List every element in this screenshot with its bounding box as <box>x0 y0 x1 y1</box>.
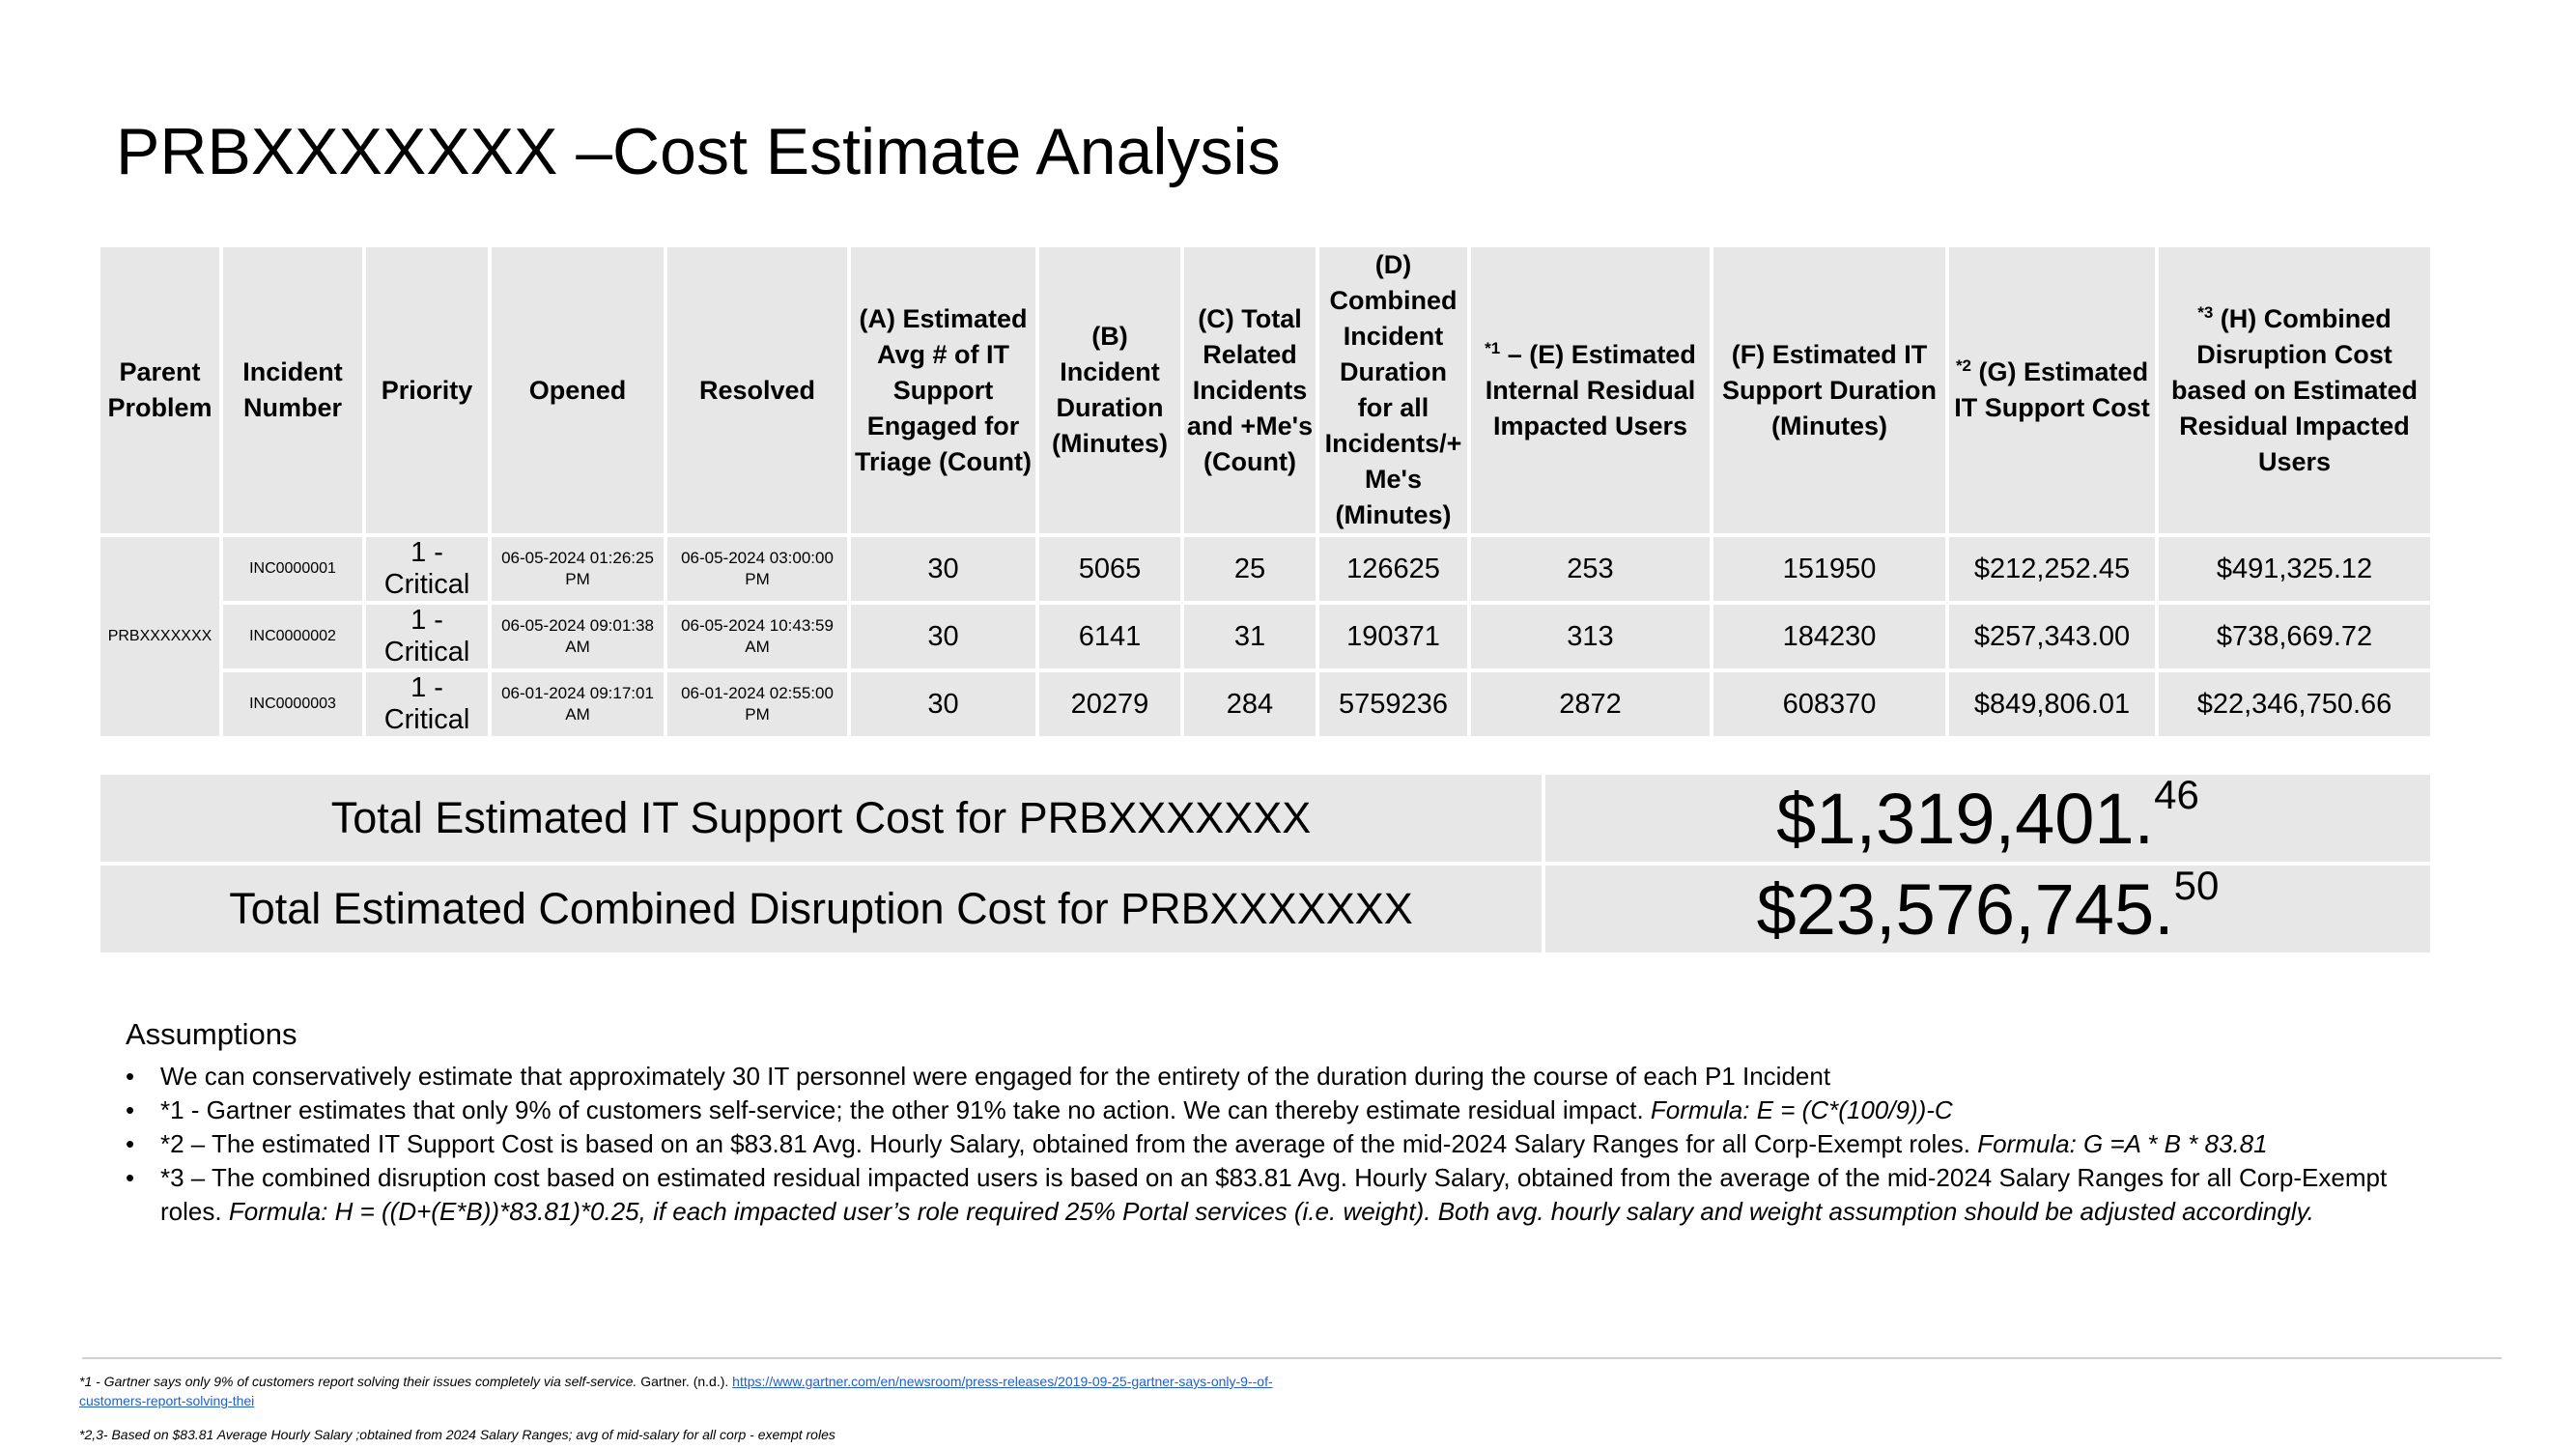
c-cell: 284 <box>1182 670 1317 738</box>
priority-cell: 1 - Critical <box>364 603 490 670</box>
c-cell: 31 <box>1182 603 1317 670</box>
header-g-footnote-ref: *2 <box>1955 356 1972 375</box>
g-cell: $212,252.45 <box>1947 535 2157 603</box>
f-cell: 151950 <box>1712 535 1947 603</box>
header-h <box>2157 245 2432 535</box>
parent-problem-cell: PRBXXXXXXX <box>99 535 221 738</box>
f-cell: 184230 <box>1712 603 1947 670</box>
list-item <box>126 1127 2405 1161</box>
footnote-1-source: Gartner. (n.d.). <box>637 1374 733 1389</box>
header-f: (F) Estimated IT Support Duration (Minutes) <box>1712 245 1947 535</box>
e-cell: 2872 <box>1469 670 1712 738</box>
total-disruption-row <box>99 864 2432 954</box>
h-cell: $491,325.12 <box>2157 535 2432 603</box>
total-disruption-value <box>1543 864 2432 954</box>
total-it-support-row <box>99 773 2432 864</box>
table-row <box>99 535 2432 603</box>
bullet-icon: • <box>126 1129 135 1158</box>
assumption-text: *2 – The estimated IT Support Cost is based on an $83.81 Avg. Hourly Salary, obtained from the average of the mid-2024 Salary Ranges for all Corp-Exempt roles. <box>160 1129 1978 1158</box>
h-cell: $738,669.72 <box>2157 603 2432 670</box>
header-b: (B) Incident Duration (Minutes) <box>1037 245 1182 535</box>
footnote-1 <box>79 1372 1287 1410</box>
list-item <box>126 1161 2405 1229</box>
incident-number-cell: INC0000003 <box>221 670 364 738</box>
assumption-text: We can conservatively estimate that approximately 30 IT personnel were engaged for the entirety of the duration during the course of each P1 Incident <box>160 1062 1831 1091</box>
bullet-icon: • <box>126 1095 135 1124</box>
header-parent-problem: Parent Problem <box>99 245 221 535</box>
incident-number-cell: INC0000002 <box>221 603 364 670</box>
footnote-2: *2,3- Based on $83.81 Average Hourly Salary ;obtained from 2024 Salary Ranges; avg of mid-salary for all corp - exempt roles <box>79 1427 835 1442</box>
header-g <box>1947 245 2157 535</box>
a-cell: 30 <box>849 670 1037 738</box>
table-header-row <box>99 245 2432 535</box>
incident-number-cell: INC0000001 <box>221 535 364 603</box>
g-cell: $257,343.00 <box>1947 603 2157 670</box>
total-disruption-dollars: $23,576,745. <box>1756 868 2174 950</box>
total-it-support-cents: 46 <box>2154 771 2199 817</box>
total-disruption-cents: 50 <box>2173 862 2220 908</box>
table-row <box>99 670 2432 738</box>
header-e-label: – (E) Estimated Internal Residual Impacted Users <box>1485 339 1696 440</box>
b-cell: 5065 <box>1037 535 1182 603</box>
assumption-formula: Formula: G =A * B * 83.81 <box>1977 1129 2268 1158</box>
footnote-divider <box>82 1357 2502 1359</box>
total-it-support-dollars: $1,319,401. <box>1776 778 2155 859</box>
header-priority: Priority <box>364 245 490 535</box>
opened-cell: 06-05-2024 01:26:25 PM <box>490 535 665 603</box>
header-a: (A) Estimated Avg # of IT Support Engaged for Triage (Count) <box>849 245 1037 535</box>
g-cell: $849,806.01 <box>1947 670 2157 738</box>
assumptions-heading: Assumptions <box>126 1017 297 1051</box>
header-incident-number: Incident Number <box>221 245 364 535</box>
d-cell: 5759236 <box>1317 670 1469 738</box>
e-cell: 313 <box>1469 603 1712 670</box>
f-cell: 608370 <box>1712 670 1947 738</box>
assumption-formula: Formula: H = ((D+(E*B))*83.81)*0.25, if each impacted user’s role required 25% Portal services (i.e. weight). Both avg. hourly salary and weight assumption should be adjusted accordingly. <box>228 1197 2314 1226</box>
priority-cell: 1 - Critical <box>364 670 490 738</box>
total-it-support-label: Total Estimated IT Support Cost for PRBXXXXXXX <box>99 773 1543 864</box>
a-cell: 30 <box>849 535 1037 603</box>
header-g-label: (G) Estimated IT Support Cost <box>1954 357 2150 422</box>
resolved-cell: 06-01-2024 02:55:00 PM <box>665 670 849 738</box>
e-cell: 253 <box>1469 535 1712 603</box>
header-opened: Opened <box>490 245 665 535</box>
b-cell: 6141 <box>1037 603 1182 670</box>
a-cell: 30 <box>849 603 1037 670</box>
assumption-text: *3 – The combined disruption cost based on estimated residual impacted users is based on an $83.81 Avg. Hourly Salary, obtained from the average of the mid-2024 Salary Ranges for all Corp-Exempt roles. <box>160 1163 2388 1226</box>
totals-table <box>97 771 2434 956</box>
header-e-footnote-ref: *1 <box>1485 338 1501 357</box>
assumption-text: *1 - Gartner estimates that only 9% of customers self-service; the other 91% take no action. We can thereby estimate residual impact. <box>160 1095 1651 1124</box>
resolved-cell: 06-05-2024 10:43:59 AM <box>665 603 849 670</box>
assumptions-section <box>126 1017 2405 1229</box>
table-row <box>99 603 2432 670</box>
bullet-icon: • <box>126 1062 135 1091</box>
h-cell: $22,346,750.66 <box>2157 670 2432 738</box>
opened-cell: 06-05-2024 09:01:38 AM <box>490 603 665 670</box>
bullet-icon: • <box>126 1163 135 1192</box>
c-cell: 25 <box>1182 535 1317 603</box>
footnote-1-link[interactable]: https://www.gartner.com/en/newsroom/press-releases/2019-09-25-gartner-says-only-9--of-customers-report-solving-thei <box>79 1374 1273 1408</box>
header-c: (C) Total Related Incidents and +Me's (Count) <box>1182 245 1317 535</box>
header-d: (D) Combined Incident Duration for all Incidents/+ Me's (Minutes) <box>1317 245 1469 535</box>
page-title: PRBXXXXXXX –Cost Estimate Analysis <box>116 115 1281 188</box>
d-cell: 190371 <box>1317 603 1469 670</box>
footnote-1-text: *1 - Gartner says only 9% of customers report solving their issues completely via self-service. <box>79 1374 637 1389</box>
resolved-cell: 06-05-2024 03:00:00 PM <box>665 535 849 603</box>
assumptions-list <box>126 1060 2405 1229</box>
header-h-footnote-ref: *3 <box>2197 302 2214 322</box>
header-h-label: (H) Combined Disruption Cost based on Estimated Residual Impacted Users <box>2170 303 2419 476</box>
priority-cell: 1 - Critical <box>364 535 490 603</box>
header-resolved: Resolved <box>665 245 849 535</box>
total-disruption-label: Total Estimated Combined Disruption Cost for PRBXXXXXXX <box>99 864 1543 954</box>
d-cell: 126625 <box>1317 535 1469 603</box>
list-item <box>126 1060 2405 1094</box>
list-item <box>126 1094 2405 1127</box>
header-e <box>1469 245 1712 535</box>
total-it-support-value <box>1543 773 2432 864</box>
assumption-formula: Formula: E = (C*(100/9))-C <box>1650 1095 1953 1124</box>
opened-cell: 06-01-2024 09:17:01 AM <box>490 670 665 738</box>
b-cell: 20279 <box>1037 670 1182 738</box>
cost-estimate-table <box>97 243 2434 740</box>
